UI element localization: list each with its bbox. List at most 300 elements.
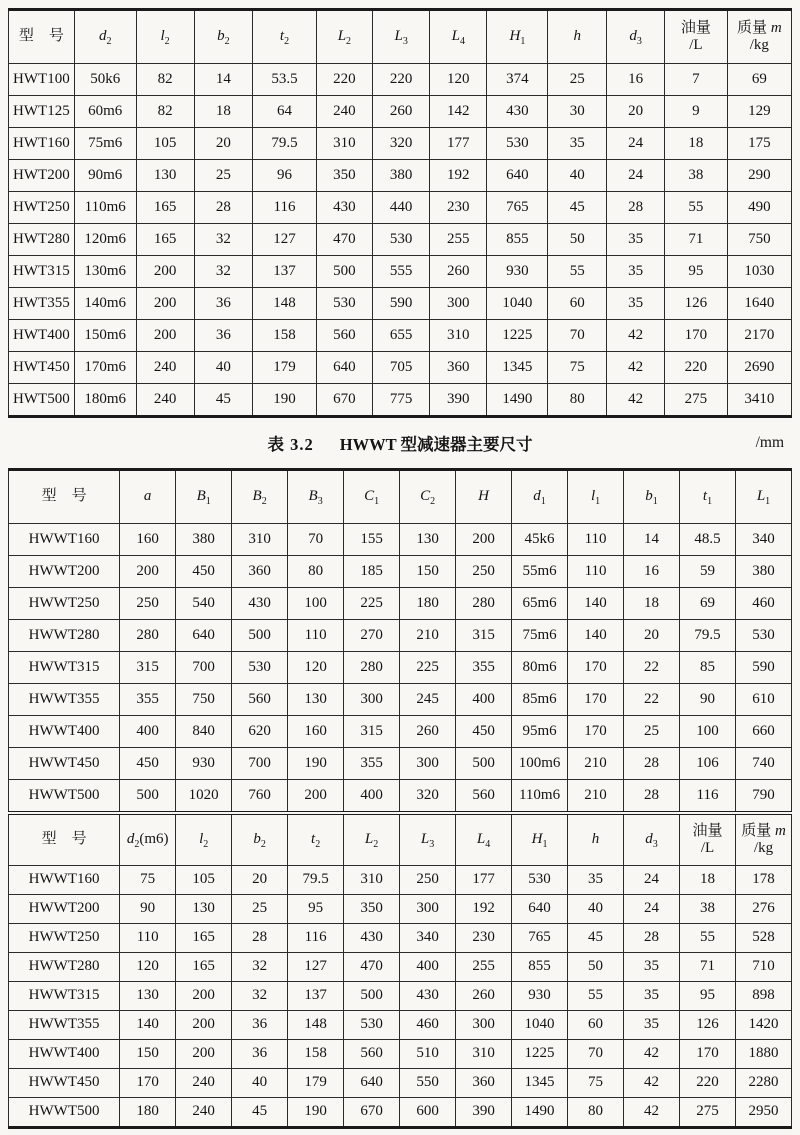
cell-value: 280 bbox=[344, 652, 400, 684]
math-symbol: d bbox=[629, 28, 637, 45]
cell-value: 3410 bbox=[727, 384, 791, 417]
cell-value: 14 bbox=[624, 524, 680, 556]
math-subscript: 1 bbox=[765, 496, 771, 508]
cell-value: 129 bbox=[727, 96, 791, 128]
column-header: 型 号 bbox=[9, 813, 120, 866]
cell-value: 360 bbox=[430, 352, 487, 384]
cell-value: 179 bbox=[253, 352, 316, 384]
cell-value: 210 bbox=[568, 748, 624, 780]
cell-value: 25 bbox=[232, 895, 288, 924]
cell-value: 180 bbox=[400, 588, 456, 620]
math-symbol: b bbox=[253, 831, 261, 848]
column-header: 型 号 bbox=[9, 10, 75, 64]
cell-value: 225 bbox=[344, 588, 400, 620]
cell-value: 240 bbox=[176, 1098, 232, 1128]
cell-value: 220 bbox=[373, 64, 430, 96]
column-header bbox=[253, 10, 316, 64]
cell-value: 255 bbox=[456, 953, 512, 982]
cell-value: 130m6 bbox=[74, 256, 136, 288]
cell-value: 930 bbox=[487, 256, 548, 288]
cell-value: 137 bbox=[288, 982, 344, 1011]
cell-value: 240 bbox=[136, 384, 194, 417]
cell-value: 260 bbox=[400, 716, 456, 748]
cell-value: 300 bbox=[400, 748, 456, 780]
cell-value: 350 bbox=[344, 895, 400, 924]
math-subscript: 3 bbox=[652, 839, 658, 851]
cell-value: 75 bbox=[568, 1069, 624, 1098]
column-header bbox=[568, 470, 624, 524]
cell-value: 640 bbox=[316, 352, 372, 384]
column-header bbox=[400, 813, 456, 866]
cell-value: 170 bbox=[568, 716, 624, 748]
cell-value: 177 bbox=[430, 128, 487, 160]
math-symbol: d bbox=[98, 28, 107, 45]
row-label-model: HWWT250 bbox=[9, 588, 120, 620]
cell-value: 400 bbox=[120, 716, 176, 748]
math-subscript: 1 bbox=[652, 496, 658, 508]
cell-value: 35 bbox=[624, 982, 680, 1011]
cell-value: 71 bbox=[680, 953, 736, 982]
cell-value: 250 bbox=[120, 588, 176, 620]
cell-value: 140m6 bbox=[74, 288, 136, 320]
cell-value: 500 bbox=[456, 748, 512, 780]
cell-value: 610 bbox=[736, 684, 792, 716]
cell-value: 250 bbox=[456, 556, 512, 588]
cell-value: 1225 bbox=[512, 1040, 568, 1069]
cell-value: 470 bbox=[344, 953, 400, 982]
cell-value: 106 bbox=[680, 748, 736, 780]
cell-value: 38 bbox=[665, 160, 728, 192]
table-row bbox=[9, 384, 792, 417]
cell-value: 126 bbox=[665, 288, 728, 320]
math-subscript: 1 bbox=[595, 496, 601, 508]
cell-value: 105 bbox=[136, 128, 194, 160]
cell-value: 210 bbox=[400, 620, 456, 652]
cell-value: 310 bbox=[316, 128, 372, 160]
cell-value: 374 bbox=[487, 64, 548, 96]
table-row bbox=[9, 1069, 792, 1098]
table-caption-block bbox=[8, 418, 792, 468]
cell-value: 71 bbox=[665, 224, 728, 256]
cell-value: 360 bbox=[456, 1069, 512, 1098]
cell-value: 380 bbox=[176, 524, 232, 556]
cell-value: 555 bbox=[373, 256, 430, 288]
math-symbol: B bbox=[308, 488, 318, 505]
cell-value: 315 bbox=[456, 620, 512, 652]
cell-value: 69 bbox=[680, 588, 736, 620]
cell-value: 655 bbox=[373, 320, 430, 352]
table-row bbox=[9, 192, 792, 224]
cell-value: 70 bbox=[288, 524, 344, 556]
math-subscript: 2 bbox=[260, 839, 266, 851]
header-row bbox=[9, 470, 792, 524]
cell-value: 1490 bbox=[487, 384, 548, 417]
cell-value: 110m6 bbox=[512, 780, 568, 814]
table-row bbox=[9, 866, 792, 895]
cell-value: 640 bbox=[487, 160, 548, 192]
cell-value: 42 bbox=[624, 1098, 680, 1128]
cell-value: 355 bbox=[456, 652, 512, 684]
row-label-model: HWWT450 bbox=[9, 748, 120, 780]
row-label-model: HWWT400 bbox=[9, 716, 120, 748]
cell-value: 430 bbox=[316, 192, 372, 224]
row-label-model: HWWT250 bbox=[9, 924, 120, 953]
table-row bbox=[9, 982, 792, 1011]
cell-value: 90m6 bbox=[74, 160, 136, 192]
column-header bbox=[680, 813, 736, 866]
cell-value: 560 bbox=[456, 780, 512, 814]
cell-value: 530 bbox=[512, 866, 568, 895]
cell-value: 90 bbox=[120, 895, 176, 924]
cell-value: 28 bbox=[232, 924, 288, 953]
header-line-1: 质量 m bbox=[737, 19, 782, 36]
column-header bbox=[736, 470, 792, 524]
cell-value: 660 bbox=[736, 716, 792, 748]
table-caption bbox=[268, 431, 533, 455]
math-subscript: 2 bbox=[346, 36, 352, 48]
cell-value: 750 bbox=[176, 684, 232, 716]
cell-value: 1490 bbox=[512, 1098, 568, 1128]
header-row bbox=[9, 813, 792, 866]
cell-value: 530 bbox=[232, 652, 288, 684]
cell-value: 69 bbox=[727, 64, 791, 96]
cell-value: 142 bbox=[430, 96, 487, 128]
cell-value: 70 bbox=[568, 1040, 624, 1069]
cell-value: 116 bbox=[680, 780, 736, 814]
table-row bbox=[9, 352, 792, 384]
column-header bbox=[512, 470, 568, 524]
cell-value: 500 bbox=[120, 780, 176, 814]
cell-value: 35 bbox=[548, 128, 607, 160]
cell-value: 95 bbox=[288, 895, 344, 924]
cell-value: 165 bbox=[136, 224, 194, 256]
cell-value: 45 bbox=[232, 1098, 288, 1128]
cell-value: 64 bbox=[253, 96, 316, 128]
cell-value: 20 bbox=[607, 96, 665, 128]
cell-value: 500 bbox=[316, 256, 372, 288]
cell-value: 9 bbox=[665, 96, 728, 128]
cell-value: 42 bbox=[607, 384, 665, 417]
cell-value: 179 bbox=[288, 1069, 344, 1098]
cell-value: 130 bbox=[136, 160, 194, 192]
cell-value: 140 bbox=[568, 588, 624, 620]
cell-value: 22 bbox=[624, 684, 680, 716]
cell-value: 1640 bbox=[727, 288, 791, 320]
cell-value: 130 bbox=[120, 982, 176, 1011]
cell-value: 528 bbox=[736, 924, 792, 953]
cell-value: 48.5 bbox=[680, 524, 736, 556]
cell-value: 530 bbox=[373, 224, 430, 256]
cell-value: 45 bbox=[548, 192, 607, 224]
column-header bbox=[568, 813, 624, 866]
row-label-model: HWWT500 bbox=[9, 1098, 120, 1128]
row-label-model: HWWT315 bbox=[9, 982, 120, 1011]
cell-value: 560 bbox=[344, 1040, 400, 1069]
cell-value: 40 bbox=[568, 895, 624, 924]
cell-value: 340 bbox=[736, 524, 792, 556]
column-header bbox=[456, 470, 512, 524]
column-header bbox=[624, 470, 680, 524]
cell-value: 260 bbox=[456, 982, 512, 1011]
cell-value: 320 bbox=[400, 780, 456, 814]
cell-value: 190 bbox=[288, 748, 344, 780]
table-row bbox=[9, 620, 792, 652]
cell-value: 60 bbox=[548, 288, 607, 320]
cell-value: 100 bbox=[288, 588, 344, 620]
cell-value: 28 bbox=[194, 192, 253, 224]
column-header bbox=[288, 470, 344, 524]
cell-value: 260 bbox=[373, 96, 430, 128]
cell-value: 20 bbox=[232, 866, 288, 895]
cell-value: 160 bbox=[120, 524, 176, 556]
math-subscript: 2 bbox=[284, 36, 290, 48]
column-header: $d_2(m6)$ bbox=[120, 813, 176, 866]
cell-value: 38 bbox=[680, 895, 736, 924]
cell-value: 310 bbox=[430, 320, 487, 352]
cell-value: 45 bbox=[194, 384, 253, 417]
cell-value: 40 bbox=[194, 352, 253, 384]
cell-value: 177 bbox=[456, 866, 512, 895]
cell-value: 30 bbox=[548, 96, 607, 128]
row-label-model: HWWT200 bbox=[9, 556, 120, 588]
cell-value: 775 bbox=[373, 384, 430, 417]
math-subscript: 1 bbox=[542, 839, 548, 851]
cell-value: 45 bbox=[568, 924, 624, 953]
cell-value: 705 bbox=[373, 352, 430, 384]
cell-value: 59 bbox=[680, 556, 736, 588]
cell-value: 240 bbox=[136, 352, 194, 384]
cell-value: 510 bbox=[400, 1040, 456, 1069]
cell-value: 36 bbox=[232, 1011, 288, 1040]
cell-value: 116 bbox=[253, 192, 316, 224]
cell-value: 276 bbox=[736, 895, 792, 924]
cell-value: 600 bbox=[400, 1098, 456, 1128]
math-symbol: L bbox=[476, 831, 486, 848]
math-symbol: L bbox=[364, 831, 374, 848]
cell-value: 55 bbox=[665, 192, 728, 224]
cell-value: 95 bbox=[680, 982, 736, 1011]
column-header bbox=[136, 10, 194, 64]
cell-value: 150 bbox=[120, 1040, 176, 1069]
cell-value: 430 bbox=[344, 924, 400, 953]
math-symbol: b bbox=[645, 488, 653, 505]
cell-value: 220 bbox=[680, 1069, 736, 1098]
cell-value: 470 bbox=[316, 224, 372, 256]
cell-value: 110 bbox=[568, 556, 624, 588]
cell-value: 590 bbox=[373, 288, 430, 320]
column-header bbox=[194, 10, 253, 64]
cell-value: 32 bbox=[232, 982, 288, 1011]
table-row bbox=[9, 224, 792, 256]
row-label-model: HWT450 bbox=[9, 352, 75, 384]
cell-value: 1020 bbox=[176, 780, 232, 814]
cell-value: 275 bbox=[665, 384, 728, 417]
cell-value: 192 bbox=[456, 895, 512, 924]
cell-value: 1880 bbox=[736, 1040, 792, 1069]
cell-value: 75m6 bbox=[512, 620, 568, 652]
table-row bbox=[9, 684, 792, 716]
math-symbol: b bbox=[217, 28, 225, 45]
cell-value: 550 bbox=[400, 1069, 456, 1098]
header-line-1: 油量 bbox=[680, 19, 711, 36]
row-label-model: HWWT400 bbox=[9, 1040, 120, 1069]
cell-value: 32 bbox=[194, 256, 253, 288]
cell-value: 200 bbox=[176, 1011, 232, 1040]
math-symbol: m bbox=[774, 822, 786, 839]
math-subscript: 1 bbox=[707, 496, 713, 508]
cell-value: 75 bbox=[120, 866, 176, 895]
column-header bbox=[288, 813, 344, 866]
cell-value: 7 bbox=[665, 64, 728, 96]
hwt-dimensions-table bbox=[8, 8, 792, 418]
cell-value: 120m6 bbox=[74, 224, 136, 256]
cell-value: 170m6 bbox=[74, 352, 136, 384]
cell-value: 245 bbox=[400, 684, 456, 716]
cell-value: 36 bbox=[232, 1040, 288, 1069]
cell-value: 165 bbox=[136, 192, 194, 224]
column-header bbox=[176, 470, 232, 524]
cell-value: 240 bbox=[176, 1069, 232, 1098]
cell-value: 1420 bbox=[736, 1011, 792, 1040]
cell-value: 190 bbox=[288, 1098, 344, 1128]
cell-value: 80m6 bbox=[512, 652, 568, 684]
cell-value: 620 bbox=[232, 716, 288, 748]
cell-value: 155 bbox=[344, 524, 400, 556]
math-symbol: H bbox=[509, 28, 521, 45]
cell-value: 24 bbox=[624, 866, 680, 895]
cell-value: 210 bbox=[568, 780, 624, 814]
cell-value: 85m6 bbox=[512, 684, 568, 716]
cell-value: 158 bbox=[253, 320, 316, 352]
cell-value: 760 bbox=[232, 780, 288, 814]
math-subscript: 2 bbox=[106, 36, 112, 48]
cell-value: 18 bbox=[194, 96, 253, 128]
cell-value: 380 bbox=[373, 160, 430, 192]
cell-value: 450 bbox=[176, 556, 232, 588]
cell-value: 170 bbox=[568, 684, 624, 716]
math-subscript: 4 bbox=[459, 36, 465, 48]
math-subscript: 3 bbox=[636, 36, 642, 48]
column-header: 型 号 bbox=[9, 470, 120, 524]
cell-value: 165 bbox=[176, 924, 232, 953]
column-header bbox=[624, 813, 680, 866]
cell-value: 530 bbox=[316, 288, 372, 320]
column-header bbox=[680, 470, 736, 524]
math-symbol: t bbox=[279, 28, 285, 45]
cell-value: 36 bbox=[194, 288, 253, 320]
table-row bbox=[9, 1011, 792, 1040]
cell-value: 765 bbox=[512, 924, 568, 953]
cell-value: 750 bbox=[727, 224, 791, 256]
cell-value: 310 bbox=[232, 524, 288, 556]
column-header bbox=[607, 10, 665, 64]
cell-value: 14 bbox=[194, 64, 253, 96]
cell-value: 310 bbox=[456, 1040, 512, 1069]
header-line-1: 质量 m bbox=[741, 822, 786, 839]
table-row bbox=[9, 1098, 792, 1128]
math-symbol: m bbox=[770, 19, 782, 36]
cell-value: 100m6 bbox=[512, 748, 568, 780]
cell-value: 110m6 bbox=[74, 192, 136, 224]
cell-value: 36 bbox=[194, 320, 253, 352]
cell-value: 270 bbox=[344, 620, 400, 652]
cell-value: 300 bbox=[456, 1011, 512, 1040]
cell-value: 18 bbox=[624, 588, 680, 620]
cell-value: 24 bbox=[624, 895, 680, 924]
math-symbol: L bbox=[337, 28, 347, 45]
cell-value: 1345 bbox=[487, 352, 548, 384]
cell-value: 300 bbox=[430, 288, 487, 320]
header-row bbox=[9, 10, 792, 64]
math-subscript: 2 bbox=[373, 839, 379, 851]
cell-value: 170 bbox=[568, 652, 624, 684]
table-row bbox=[9, 128, 792, 160]
column-header bbox=[316, 10, 372, 64]
cell-value: 1040 bbox=[512, 1011, 568, 1040]
row-label-model: HWWT200 bbox=[9, 895, 120, 924]
row-label-model: HWT160 bbox=[9, 128, 75, 160]
cell-value: 110 bbox=[568, 524, 624, 556]
row-label-model: HWT250 bbox=[9, 192, 75, 224]
row-label-model: HWWT450 bbox=[9, 1069, 120, 1098]
cell-value: 42 bbox=[624, 1040, 680, 1069]
column-header bbox=[344, 470, 400, 524]
cell-value: 170 bbox=[665, 320, 728, 352]
cell-value: 430 bbox=[400, 982, 456, 1011]
cell-value: 158 bbox=[288, 1040, 344, 1069]
math-symbol: h bbox=[591, 831, 600, 848]
cell-value: 740 bbox=[736, 748, 792, 780]
table-row bbox=[9, 160, 792, 192]
table-row bbox=[9, 748, 792, 780]
cell-value: 50 bbox=[548, 224, 607, 256]
cell-value: 670 bbox=[316, 384, 372, 417]
table-row bbox=[9, 288, 792, 320]
header-line-2: /kg bbox=[753, 840, 774, 856]
cell-value: 175 bbox=[727, 128, 791, 160]
cell-value: 105 bbox=[176, 866, 232, 895]
header-line-2: /L bbox=[700, 840, 715, 856]
cell-value: 82 bbox=[136, 64, 194, 96]
table-row bbox=[9, 953, 792, 982]
cell-value: 640 bbox=[344, 1069, 400, 1098]
math-subscript: 3 bbox=[429, 839, 435, 851]
cell-value: 55 bbox=[548, 256, 607, 288]
math-symbol: B bbox=[252, 488, 262, 505]
cell-value: 165 bbox=[176, 953, 232, 982]
column-header bbox=[727, 10, 791, 64]
cell-value: 60m6 bbox=[74, 96, 136, 128]
cell-value: 450 bbox=[456, 716, 512, 748]
cell-value: 200 bbox=[120, 556, 176, 588]
cell-value: 25 bbox=[548, 64, 607, 96]
cell-value: 500 bbox=[232, 620, 288, 652]
hwwt-dimensions-table bbox=[8, 468, 792, 1129]
cell-value: 192 bbox=[430, 160, 487, 192]
cell-value: 2280 bbox=[736, 1069, 792, 1098]
cell-value: 178 bbox=[736, 866, 792, 895]
cell-value: 310 bbox=[344, 866, 400, 895]
table-row bbox=[9, 256, 792, 288]
row-label-model: HWWT280 bbox=[9, 620, 120, 652]
cell-value: 32 bbox=[232, 953, 288, 982]
cell-value: 460 bbox=[400, 1011, 456, 1040]
math-subscript: 2 bbox=[134, 839, 140, 851]
cell-value: 95 bbox=[665, 256, 728, 288]
cell-value: 85 bbox=[680, 652, 736, 684]
cell-value: 640 bbox=[512, 895, 568, 924]
cell-value: 28 bbox=[624, 780, 680, 814]
